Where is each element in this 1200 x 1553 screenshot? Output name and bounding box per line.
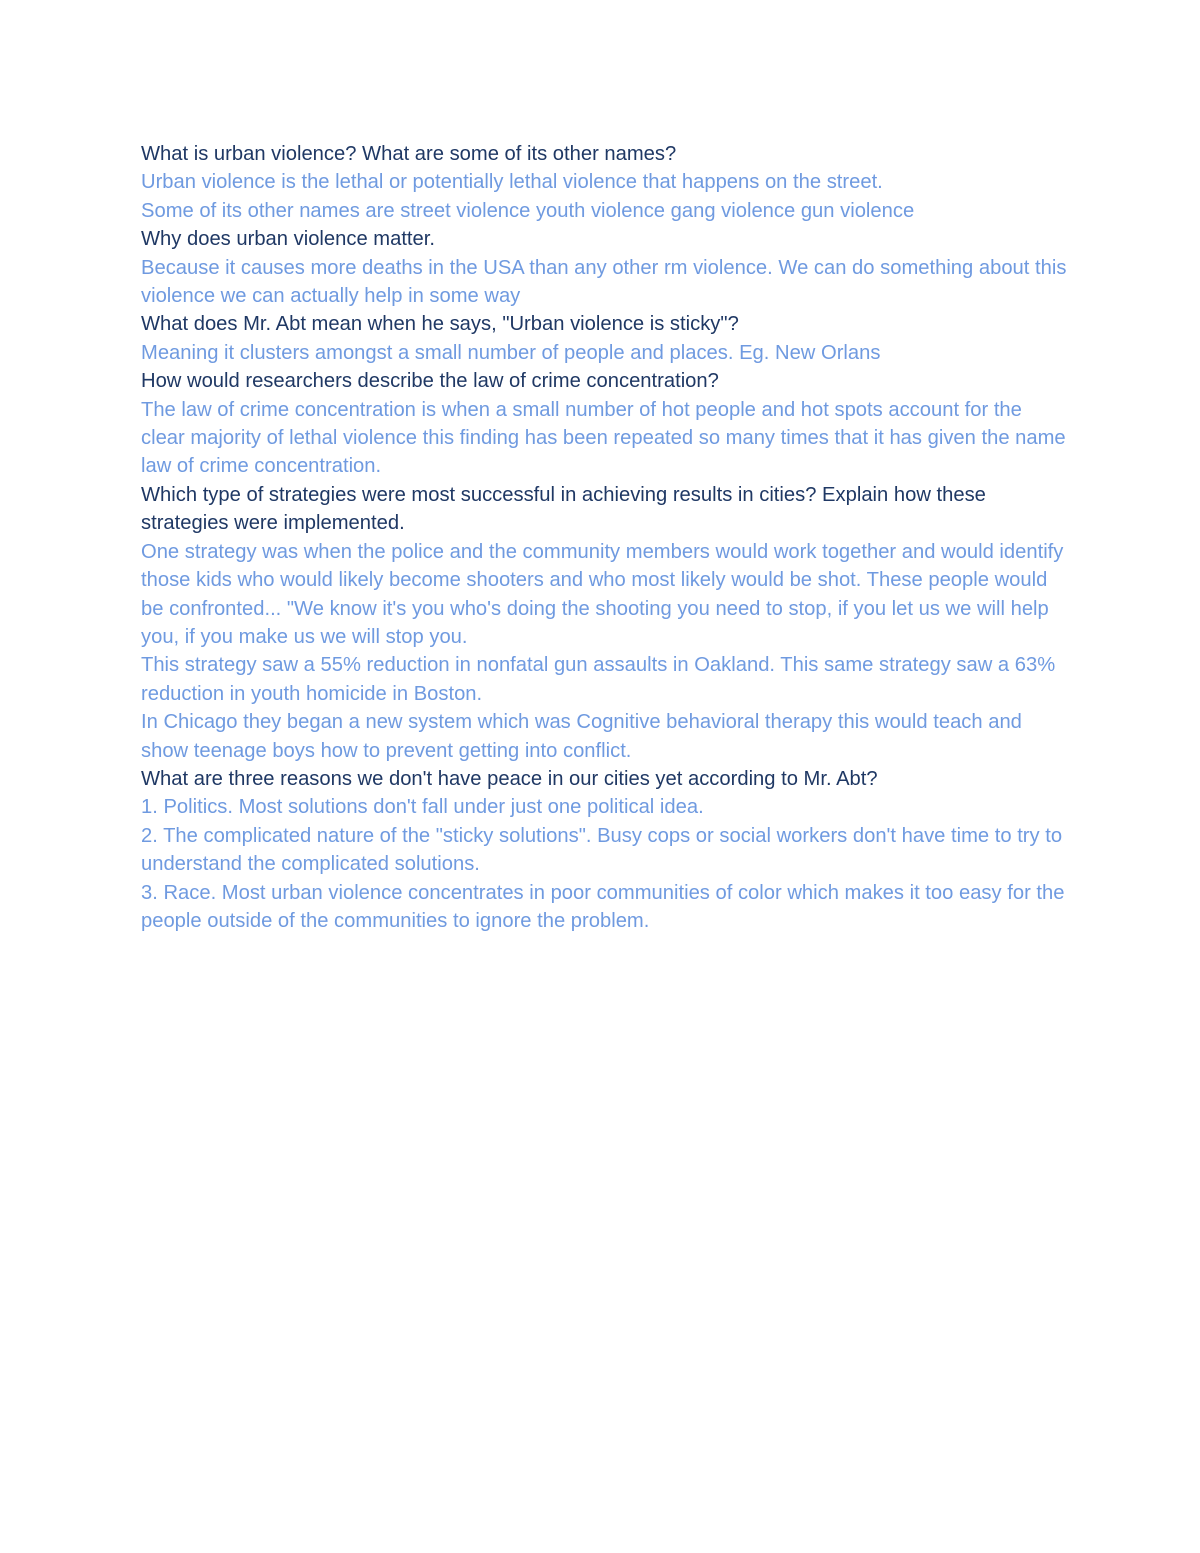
answer-3: Meaning it clusters amongst a small number of people and places. Eg. New Orlans <box>141 341 881 364</box>
question-2: Why does urban violence matter. <box>141 228 435 251</box>
question-4: How would researchers describe the law of crime concentration? <box>141 370 719 393</box>
question-6: What are three reasons we don't have peace in our cities yet according to Mr. Abt? <box>141 767 878 790</box>
answer-5c: In Chicago they began a new system which was Cognitive behavioral therapy this would teach and show teenage boys how to prevent getting into conflict. <box>141 711 1022 762</box>
answer-6-item-3: 3. Race. Most urban violence concentrates in poor communities of color which makes it too easy for the people outside of the communities to ignore the problem. <box>141 881 1065 932</box>
question-5: Which type of strategies were most successful in achieving results in cities? Explain how these strategies were implemented. <box>141 483 986 535</box>
answer-1b: Some of its other names are street violence youth violence gang violence gun violence <box>141 199 915 222</box>
question-3: What does Mr. Abt mean when he says, "Urban violence is sticky"? <box>141 313 739 336</box>
document-page <box>141 140 1071 935</box>
answer-6-item-1: 1. Politics. Most solutions don't fall under just one political idea. <box>141 796 704 819</box>
answer-1a: Urban violence is the lethal or potentially lethal violence that happens on the street. <box>141 171 883 194</box>
answer-2: Because it causes more deaths in the USA than any other rm violence. We can do something about this violence we can actually help in some way <box>141 256 1067 308</box>
answer-4: The law of crime concentration is when a small number of hot people and hot spots account for the clear majority of lethal violence this finding has been repeated so many times that it has given the name law of crime concentration. <box>141 398 1066 478</box>
answer-6-item-2: 2. The complicated nature of the "sticky solutions". Busy cops or social workers don't have time to try to understand the complicated solutions. <box>141 824 1063 876</box>
answer-5a: One strategy was when the police and the community members would work together and would identify those kids who would likely become shooters and who most likely would be shot. These people would be confronted... "We know it's you who's doing the shooting you need to stop, if you let us we will help you, if you make us we will stop you. <box>141 540 1064 648</box>
answer-5b: This strategy saw a 55% reduction in nonfatal gun assaults in Oakland. This same strategy saw a 63% reduction in youth homicide in Boston. <box>141 654 1056 705</box>
question-1: What is urban violence? What are some of its other names? <box>141 143 677 165</box>
